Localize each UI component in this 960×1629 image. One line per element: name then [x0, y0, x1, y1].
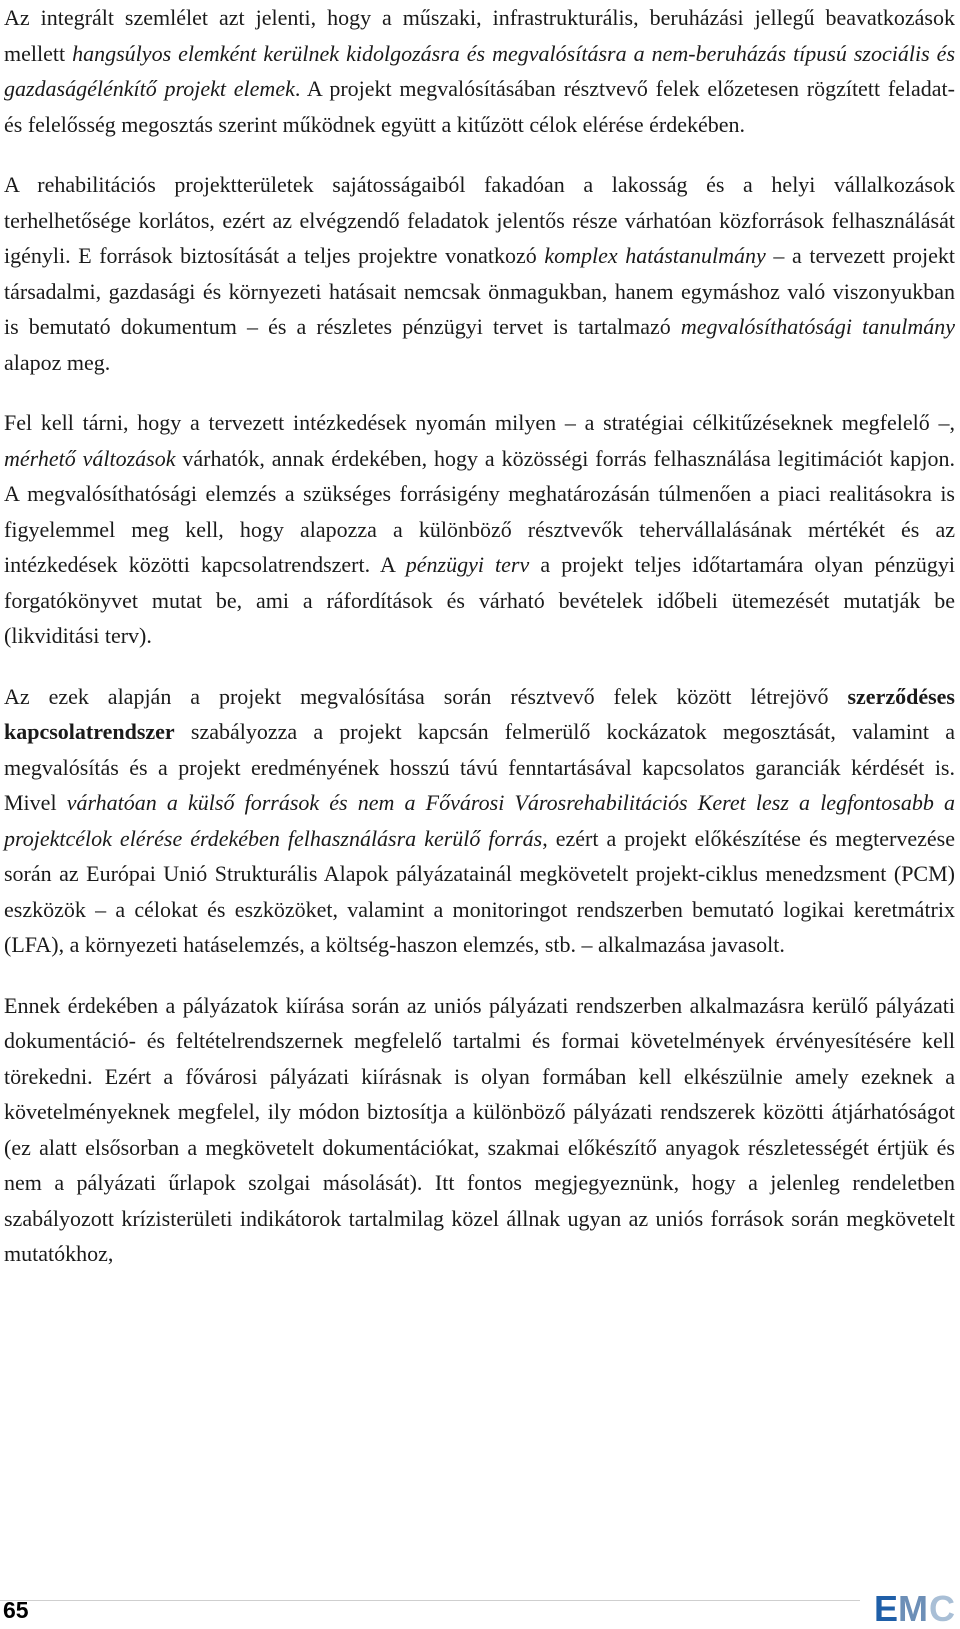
text-run: pénzügyi terv — [405, 552, 530, 577]
text-run: Ennek érdekében a pályázatok kiírása során az uniós pályázati rendszerben alkalmazásra kerülő pályázati dokumentáció- és feltételrendszernek megfelelő tartalmi és formai követelmények érvényesítésére kell törekedni. Ezért a fővárosi pályázati kiírásnak is olyan formában kell elkészülnie amely ezeknek a követelményeknek megfelel, ily módon biztosítja a különböző pályázati rendszerek közötti átjárhatóságot (ez alatt elsősorban a megkövetelt dokumentációkat, szakmai előkészítő anyagok részletességét értjük és nem a pályázati űrlapok szolgai másolását). Itt fontos megjegyeznünk, hogy a jelenleg rendeletben szabályozott krízisterületi indikátorok tartalmilag közel állnak ugyan az uniós források során megkövetelt mutatókhoz, — [4, 992, 955, 1266]
document-body — [4, 0, 955, 1297]
text-run: Az ezek alapján a projekt megvalósítása során résztvevő felek között létrejövő — [4, 683, 848, 709]
text-run: – a tervezett projekt társadalmi, gazdasági és környezeti hatásait nemcsak önmagukban, hanem egymáshoz való viszonyukban is bemutató dokumentum – és a részletes pénzügyi tervet is tartalmazó — [4, 243, 955, 339]
text-run: szerződéses kapcsolatrendszer — [4, 683, 955, 744]
emc-logo — [874, 1589, 956, 1625]
text-run: Az integrált szemlélet azt jelenti, hogy a műszaki, infrastrukturális, beruházási jellegű beavatkozások mellett — [4, 5, 955, 66]
paragraph-4 — [4, 679, 955, 963]
logo-letter-e: E — [874, 1589, 899, 1625]
paragraph-1 — [4, 0, 955, 142]
paragraph-3 — [4, 405, 955, 654]
text-run: mérhető változások — [4, 445, 176, 471]
text-run: hangsúlyos elemként kerülnek kidolgozásra és megvalósításra a nem-beruházás típusú szociális és gazdaságélénkítő projekt elemek — [4, 40, 956, 101]
logo-letter-m: M — [898, 1589, 928, 1625]
text-run: várhatóan a külső források és nem a Fővárosi Városrehabilitációs Keret lesz a legfontosabb a projektcélok elérése érdekében felhasználásra kerülő forrás — [4, 790, 955, 851]
footer-divider — [0, 1600, 860, 1601]
text-run: komplex hatástanulmány — [544, 243, 766, 268]
logo-letter-c: C — [929, 1589, 955, 1625]
text-run: A rehabilitációs projektterületek sajátosságaiból fakadóan a lakosság és a helyi vállalkozások terhelhetősége korlátos, ezért az elvégzendő feladatok jelentős része várhatóan közforrások felhasználását igényli. E források biztosítását a teljes projektre vonatkozó — [4, 172, 955, 268]
paragraph-5 — [4, 988, 955, 1272]
page-number: 65 — [3, 1597, 29, 1623]
text-run: szabályozza a projekt kapcsán felmerülő kockázatok megosztását, valamint a megvalósítás és a projekt eredményének hosszú távú fenntartásával kapcsolatos garanciák kérdését is. Mivel — [4, 719, 955, 815]
text-run: , ezért a projekt előkészítése és megtervezése során az Európai Unió Strukturális Alapok pályázatainál megkövetelt projekt-ciklus menedzsment (PCM) eszközök – a célokat és eszközöket, valamint a monitoringot rendszerben bemutató logikai keretmátrix (LFA), a környezeti hatáselemzés, a költség-haszon elemzés, stb. – alkalmazása javasolt. — [4, 825, 955, 957]
text-run: megvalósíthatósági tanulmány — [680, 314, 955, 339]
text-run: Fel kell tárni, hogy a tervezett intézkedések nyomán milyen – a stratégiai célkitűzéseknek megfelelő –, — [4, 410, 955, 435]
text-run: alapoz meg. — [4, 349, 111, 375]
paragraph-2 — [4, 167, 955, 380]
text-run: a projekt teljes időtartamára olyan pénzügyi forgatókönyvet mutat be, ami a ráfordítások és várható bevételek időbeli ütemezését mutatják be (likviditási terv). — [4, 552, 955, 648]
text-run: . A projekt megvalósításában résztvevő felek előzetesen rögzített feladat- és felelősség megosztás szerint működnek együtt a kitűzött célok elérése érdekében. — [4, 76, 955, 137]
text-run: várhatók, annak érdekében, hogy a közösségi forrás felhasználása legitimációt kapjon. A megvalósíthatósági elemzés a szükséges forrásigény meghatározásán túlmenően a piaci realitásokra is figyelemmel meg kell, hogy alapozza a különböző résztvevők tehervállalásának mértékét és az intézkedések közötti kapcsolatrendszert. A — [4, 445, 955, 577]
